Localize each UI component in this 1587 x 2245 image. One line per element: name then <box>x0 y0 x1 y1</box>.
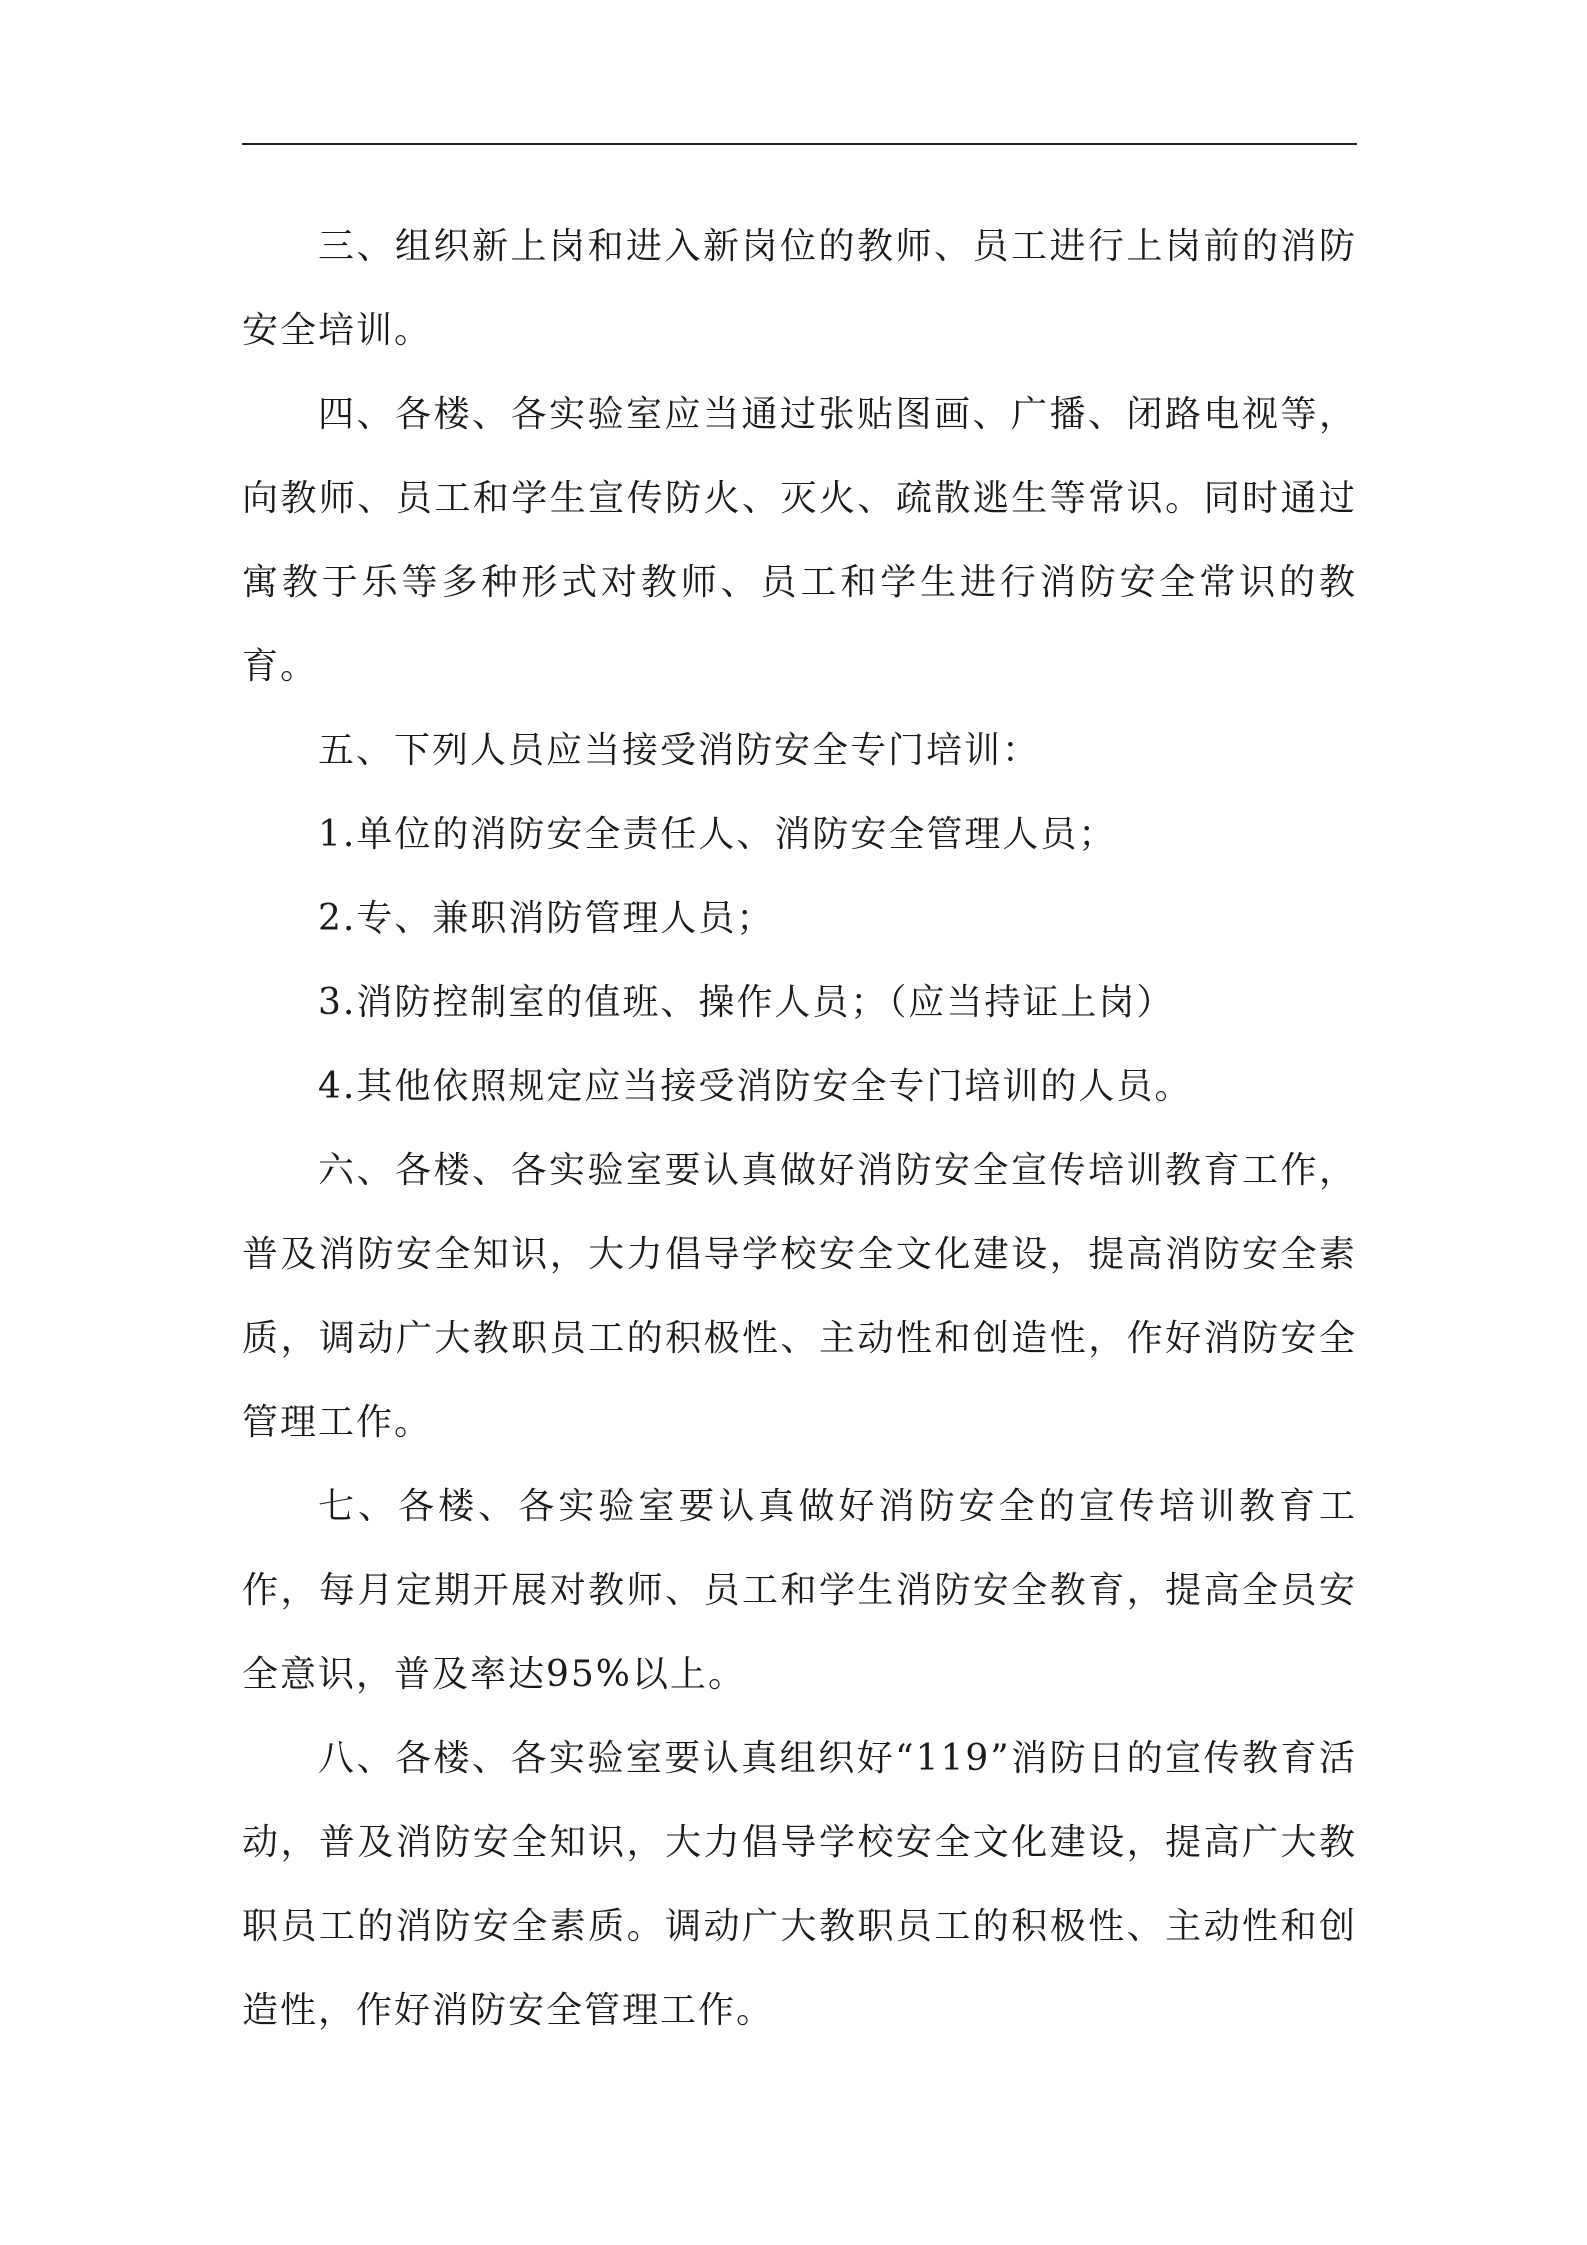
paragraph-item-8: 八、各楼、各实验室要认真组织好“119”消防日的宣传教育活动，普及消防安全知识，大力倡导学校安全文化建设，提高广大教职员工的消防安全素质。调动广大教职员工的积极性、主动性和创造性，作好消防安全管理工作。 <box>242 1738 1357 2031</box>
paragraph-item-6: 六、各楼、各实验室要认真做好消防安全宣传培训教育工作，普及消防安全知识，大力倡导学校安全文化建设，提高消防安全素质，调动广大教职员工的积极性、主动性和创造性，作好消防安全管理工作。 <box>242 1150 1357 1443</box>
paragraph-item-3: 三、组织新上岗和进入新岗位的教师、员工进行上岗前的消防安全培训。 <box>242 226 1357 351</box>
paragraph-item-4: 四、各楼、各实验室应当通过张贴图画、广播、闭路电视等，向教师、员工和学生宣传防火、灭火、疏散逃生等常识。同时通过寓教于乐等多种形式对教师、员工和学生进行消防安全常识的教育。 <box>242 394 1357 687</box>
paragraph-item-7: 七、各楼、各实验室要认真做好消防安全的宣传培训教育工作，每月定期开展对教师、员工和学生消防安全教育，提高全员安全意识，普及率达95%以上。 <box>242 1486 1357 1695</box>
list-item-5-1: 1.单位的消防安全责任人、消防安全管理人员； <box>318 814 1117 855</box>
paragraph-item-5: 五、下列人员应当接受消防安全专门培训： <box>318 730 1041 771</box>
header-rule <box>242 143 1357 145</box>
list-item-5-4: 4.其他依照规定应当接受消防安全专门培训的人员。 <box>318 1066 1193 1107</box>
list-item-5-3: 3.消防控制室的值班、操作人员；（应当持证上岗） <box>318 982 1175 1023</box>
list-item-5-2: 2.专、兼职消防管理人员； <box>318 898 775 939</box>
document-body <box>242 205 1357 2053</box>
